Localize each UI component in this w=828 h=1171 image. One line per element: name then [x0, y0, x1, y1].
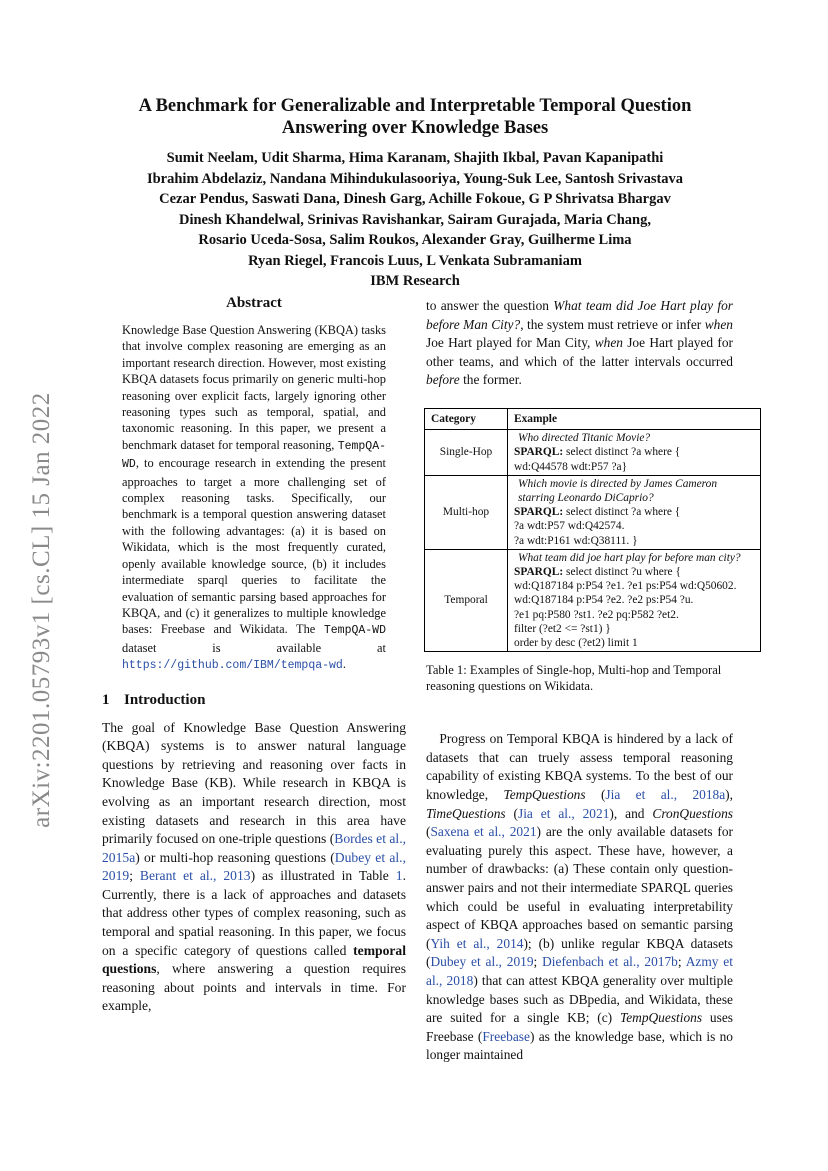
example-question: Who directed Titanic Movie?: [518, 432, 651, 445]
abstract-part: dataset is available at: [122, 640, 386, 655]
title-line-2: Answering over Knowledge Bases: [281, 118, 549, 138]
text-run: , where answering a question requires reasoning about points and intervals in time. For example,: [102, 961, 406, 1014]
citation-link[interactable]: Saxena et al., 2021: [430, 824, 537, 840]
arxiv-id-text: arXiv:2201.05793v1 [cs.CL] 15 Jan 2022: [28, 392, 55, 828]
row-category: Temporal: [425, 549, 508, 651]
sparql-text: select distinct ?u where {: [566, 566, 681, 578]
sparql-line: ?a wdt:P161 wd:Q38111. }: [514, 534, 638, 547]
citation-link[interactable]: Dubey et al., 2019: [102, 849, 406, 884]
text-run: ) as illustrated in Table: [250, 868, 396, 884]
sparql-line: ?e1 pq:P580 ?st1. ?e2 pq:P582 ?et2.: [514, 608, 679, 621]
citation-link[interactable]: Jia et al., 2018a: [605, 787, 726, 802]
text-run: ) or multi-hop reasoning questions (: [135, 849, 335, 865]
dataset-name: CronQuestions: [652, 805, 733, 821]
citation-link[interactable]: Bordes et al., 2015a: [102, 831, 407, 865]
row-example: [508, 430, 761, 476]
row-category: Single-Hop: [425, 430, 508, 476]
section-heading-introduction: [102, 692, 406, 709]
author-line: Dinesh Khandelwal, Srinivas Ravishankar, Sairam Gurajada, Maria Chang,: [178, 211, 651, 228]
spacer: [426, 694, 733, 730]
author-line: Sumit Neelam, Udit Sharma, Hima Karanam, Shajith Ikbal, Pavan Kapanipathi: [166, 150, 664, 166]
text-run: ); (b) unlike regular KBQA datasets (: [426, 935, 733, 970]
table-row: [425, 475, 761, 549]
example-question: What team did Joe Hart play for before Man City?: [426, 298, 733, 332]
text-run: , the system must retrieve or infer: [520, 316, 705, 332]
author-line: Ibrahim Abdelaziz, Nandana Mihindukulasooriya, Young-Suk Lee, Santosh Srivastava: [146, 170, 684, 187]
right-column: [426, 297, 741, 1065]
sparql-line: order by desc (?et2) limit 1: [514, 637, 638, 650]
citation-link[interactable]: Dubey et al., 2019: [430, 954, 534, 970]
abstract-part: , to encourage research in extending the present approaches to target a more challenging set of complex reasoning tasks. Specifically, our benchmark is a temporal question answering dataset with the following advantages: (a) it is based on Wikidata, which is the most frequently curated, openly available knowledge source, (b) it includes intermediate sparql queries to facilitate the evaluation of semantic parsing based approaches for KBQA, and (c) it generalizes to multiple knowledge bases: Freebase and Wikidata. The: [122, 456, 386, 637]
author-line: Ryan Riegel, Francois Luus, L Venkata Subramaniam: [248, 252, 582, 269]
example-question: What team did joe hart play for before man city?: [518, 551, 741, 564]
dataset-name: TempQA-WD: [323, 624, 386, 638]
introduction-paragraph: [102, 719, 406, 1017]
author-line: Cezar Pendus, Saswati Dana, Dinesh Garg, Achille Fokoue, G P Shrivatsa Bhargav: [159, 191, 671, 207]
emphasis: before: [426, 372, 460, 388]
citation-link[interactable]: Jia et al., 2021: [517, 805, 610, 821]
sparql-line: wd:Q187184 p:P54 ?e2. ?e2 ps:P54 ?u.: [514, 594, 694, 607]
author-line: Rosario Uceda-Sosa, Salim Roukos, Alexander Gray, Guilherme Lima: [198, 232, 632, 248]
text-run: Joe Hart played for Man City,: [426, 335, 595, 351]
sparql-line: wd:Q187184 p:P54 ?e1. ?e1 ps:P54 wd:Q50602.: [514, 580, 737, 593]
example-question: starring Leonardo DiCaprio?: [518, 491, 654, 504]
sparql-line: [514, 565, 754, 579]
text-run: are the only available datasets for evaluating purely this aspect. These have, however, a number of drawbacks: (a) These contain only question-answer pairs and not their intermediate SPARQL queries which could be useful in evaluating interpretability aspect of KBQA approaches based on semantic parsing (: [426, 824, 733, 951]
text-run: uses Freebase (: [426, 1010, 733, 1044]
citation-link[interactable]: Diefenbach et al., 2017b: [542, 954, 678, 970]
text-run: Joe Hart played for other teams, and which of the latter intervals occurred: [426, 335, 733, 369]
abstract-part: Knowledge Base Question Answering (KBQA) tasks that involve complex reasoning are emerging as an important research direction. However, most existing KBQA datasets focus primarily on generic multi-hop reasoning over explicit facts, largely ignoring other reasoning types such as temporal, spatial, and taxonomic reasoning. In this paper, we present a benchmark dataset for temporal reasoning,: [122, 323, 386, 452]
citation-link[interactable]: Azmy et al., 2018: [426, 954, 733, 988]
dataset-name: TempQA-WD: [122, 439, 386, 472]
right-intro-paragraph: [426, 297, 733, 390]
table-reference-link[interactable]: 1: [395, 868, 403, 884]
emphasis: when: [704, 316, 733, 332]
text-run: to answer the question: [426, 298, 554, 313]
arxiv-identifier: [18, 370, 66, 850]
emphasis: when: [594, 335, 623, 351]
sparql-text: select distinct ?a where {: [566, 506, 681, 519]
header-example: Example: [508, 408, 761, 429]
section-number: 1: [102, 691, 110, 708]
table-caption: Table 1: Examples of Single-hop, Multi-hop and Temporal reasoning questions on Wikidata.: [426, 663, 722, 694]
text-run: The goal of Knowledge Base Question Answering (KBQA) systems is to answer natural language questions by retrieving and reasoning over facts in Knowledge Base (KB). While research in KBQA is evolving as an important research direction, most existing datasets and research in this area have primarily focused on one-triple questions (: [102, 719, 406, 847]
row-category: Multi-hop: [425, 475, 508, 549]
abstract-part: .: [342, 657, 346, 672]
sparql-label: SPARQL:: [514, 506, 564, 519]
dataset-name: TimeQuestions: [426, 805, 506, 821]
sparql-line: ?a wdt:P57 wd:Q42574.: [514, 520, 625, 533]
table-row: [425, 549, 761, 651]
title-line-1: A Benchmark for Generalizable and Interpretable Temporal Question: [138, 96, 692, 116]
dataset-url-link[interactable]: https://github.com/IBM/tempqa-wd: [122, 659, 343, 673]
section-title: Introduction: [124, 691, 206, 708]
abstract-text: [122, 322, 386, 675]
dataset-name: TempQuestions: [503, 787, 586, 802]
text-run: ) that can attest KBQA generality over multiple knowledge bases such as DBpedia, and Wikidata, these are suited for a single KB; (c): [426, 972, 733, 1026]
text-run: . Currently, there is a lack of approaches and datasets that address other types of complex reasoning, such as temporal and spatial reasoning. In this paper, we focus on a specific category of questions called: [102, 868, 406, 958]
examples-table: [424, 408, 761, 652]
sparql-text: select distinct ?a where {: [566, 446, 681, 459]
bold-term: temporal questions: [102, 942, 406, 977]
progress-paragraph: Progress on Temporal KBQA is hindered by a lack of datasets that can truely assess temporal reasoning capability of existing KBQA systems. To the best of our knowledge, TempQuestions (Jia et al., 2018a), TimeQuestions (Jia et al., 2021), and CronQuestions (Saxena et al., 2021) are the only available datasets for evaluating purely this aspect. These have, however, a number of drawbacks: (a) These contain only question-answer pairs and not their intermediate SPARQL queries which could be useful in evaluating interpretability aspect of KBQA approaches based on semantic parsing (Yih et al., 2014); (b) unlike regular KBQA datasets (Dubey et al., 2019; Diefenbach et al., 2017b; Azmy et al., 2018) that can attest KBQA generality over multiple knowledge bases such as DBpedia, and Wikidata, these are suited for a single KB; (c) TempQuestions uses Freebase (Freebase) as the knowledge base, which is no longer maintained: [426, 731, 733, 1063]
citation-link[interactable]: Yih et al., 2014: [430, 935, 524, 951]
text-run: ) as the knowledge base, which is no longer maintained: [426, 1028, 733, 1063]
text-run: ;: [129, 868, 140, 884]
sparql-line: [514, 505, 754, 519]
author-block: [90, 148, 740, 292]
header-category: Category: [425, 408, 508, 429]
text-run: , and: [613, 805, 653, 821]
sparql-line: wd:Q44578 wdt:P57 ?a}: [514, 460, 628, 473]
text-run: ,: [729, 787, 733, 802]
sparql-line: [514, 445, 754, 459]
row-example: [508, 549, 761, 651]
table-row: [425, 430, 761, 476]
table-header-row: [425, 408, 761, 429]
citation-link[interactable]: Berant et al., 2013: [139, 868, 251, 884]
affiliation: IBM Research: [370, 273, 460, 289]
sparql-line: filter (?et2 <= ?st1) }: [514, 622, 611, 635]
text-run: Progress on Temporal KBQA is hindered by a lack of datasets that can truely assess temporal reasoning capability of existing KBQA systems. To the best of our knowledge,: [426, 731, 733, 802]
row-example: [508, 475, 761, 549]
text-run: the former.: [459, 372, 522, 388]
citation-link[interactable]: Freebase: [482, 1028, 530, 1044]
dataset-name: TempQuestions: [619, 1010, 703, 1026]
example-question: Which movie is directed by James Cameron: [518, 477, 718, 490]
paper-title: [90, 95, 740, 139]
sparql-label: SPARQL:: [514, 446, 564, 459]
abstract-heading: Abstract: [226, 295, 282, 311]
sparql-label: SPARQL:: [514, 566, 564, 578]
left-column: [102, 295, 406, 1016]
